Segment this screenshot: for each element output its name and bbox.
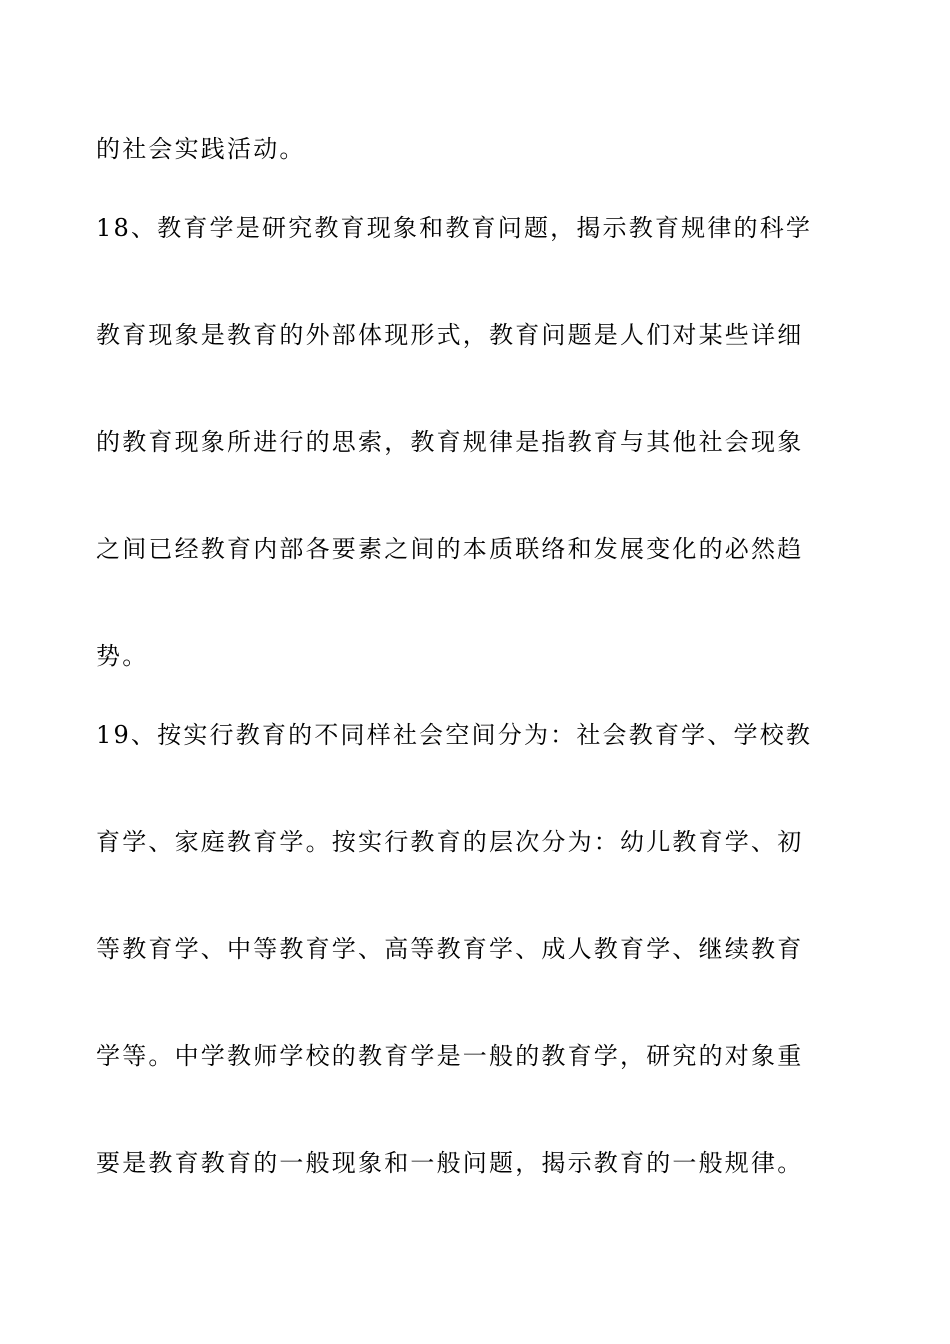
paragraph-line: 等教育学、中等教育学、高等教育学、成人教育学、继续教育 — [96, 935, 804, 963]
paragraph-line: 势。 — [96, 642, 149, 670]
paragraph-line: 19、按实行教育的不同样社会空间分为：社会教育学、学校教 — [96, 721, 813, 749]
paragraph-line: 18、教育学是研究教育现象和教育问题，揭示教育规律的科学 — [96, 214, 813, 242]
paragraph-line: 育学、家庭教育学。按实行教育的层次分为：幼儿教育学、初 — [96, 828, 804, 856]
paragraph-line: 的教育现象所进行的思索，教育规律是指教育与其他社会现象 — [96, 428, 804, 456]
paragraph-line: 的社会实践活动。 — [96, 135, 306, 163]
paragraph-line: 学等。中学教师学校的教育学是一般的教育学，研究的对象重 — [96, 1042, 804, 1070]
paragraph-line: 要是教育教育的一般现象和一般问题，揭示教育的一般规律。 — [96, 1149, 804, 1177]
paragraph-line: 之间已经教育内部各要素之间的本质联络和发展变化的必然趋 — [96, 535, 804, 563]
paragraph-line: 教育现象是教育的外部体现形式，教育问题是人们对某些详细 — [96, 321, 804, 349]
